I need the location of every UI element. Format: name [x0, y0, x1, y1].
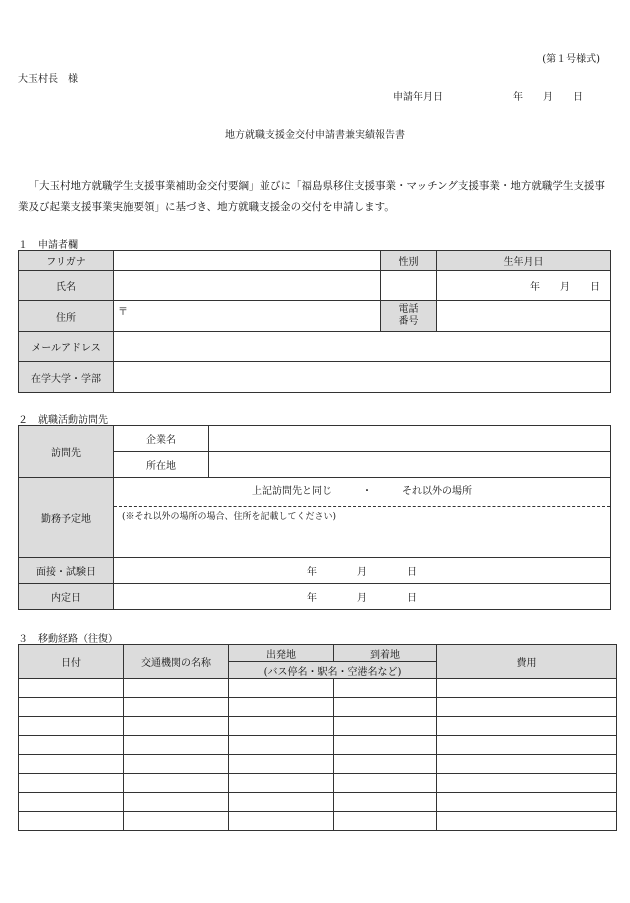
route-cell[interactable]	[334, 698, 437, 717]
cost-header: 費用	[437, 645, 617, 679]
route-cell[interactable]	[334, 793, 437, 812]
email-field[interactable]	[114, 332, 611, 362]
arrival-header: 到着地	[334, 645, 437, 662]
location-field[interactable]	[209, 452, 611, 478]
route-cell[interactable]	[437, 793, 617, 812]
workplace-note: (※それ以外の場所の場合、住所を記載してください)	[114, 506, 610, 557]
route-cell[interactable]	[19, 812, 124, 831]
workplace-field[interactable]	[114, 478, 611, 558]
phone-field[interactable]	[437, 301, 611, 332]
route-row	[19, 736, 617, 755]
route-cell[interactable]	[437, 812, 617, 831]
place-note: (バス停名・駅名・空港名など)	[229, 662, 437, 679]
route-cell[interactable]	[19, 774, 124, 793]
application-date: 申請年月日 年 月 日	[393, 92, 583, 103]
route-cell[interactable]	[437, 755, 617, 774]
email-label: メールアドレス	[19, 332, 114, 362]
furigana-label: フリガナ	[19, 251, 114, 271]
route-cell[interactable]	[437, 698, 617, 717]
interview-date-field[interactable]: 年 月 日	[114, 558, 611, 584]
offer-date-field[interactable]: 年 月 日	[114, 584, 611, 610]
address-field[interactable]	[114, 301, 381, 332]
interview-label: 面接・試験日	[19, 558, 114, 584]
route-cell[interactable]	[229, 812, 334, 831]
route-cell[interactable]	[334, 812, 437, 831]
workplace-label: 勤務予定地	[19, 478, 114, 558]
address-label: 住所	[19, 301, 114, 332]
route-cell[interactable]	[334, 736, 437, 755]
route-row	[19, 793, 617, 812]
route-cell[interactable]	[229, 698, 334, 717]
route-cell[interactable]	[124, 679, 229, 698]
birthdate-field[interactable]: 年 月 日	[437, 271, 611, 301]
page-title: 地方就職支援金交付申請書兼実績報告書	[225, 130, 405, 141]
route-row	[19, 812, 617, 831]
transport-header: 交通機関の名称	[124, 645, 229, 679]
addressee: 大玉村長 様	[18, 74, 78, 85]
company-field[interactable]	[209, 426, 611, 452]
section1-heading: １ 申請者欄	[18, 240, 78, 251]
route-cell[interactable]	[19, 717, 124, 736]
route-cell[interactable]	[19, 755, 124, 774]
route-table	[18, 644, 617, 831]
gender-label: 性別	[381, 251, 437, 271]
route-cell[interactable]	[124, 793, 229, 812]
route-cell[interactable]	[19, 698, 124, 717]
visit-table	[18, 425, 611, 610]
route-cell[interactable]	[124, 736, 229, 755]
route-row	[19, 717, 617, 736]
phone-label: 電話 番号	[381, 301, 437, 332]
route-cell[interactable]	[19, 793, 124, 812]
route-row	[19, 679, 617, 698]
form-number: (第１号様式)	[542, 54, 600, 65]
company-label: 企業名	[114, 426, 209, 452]
route-cell[interactable]	[229, 793, 334, 812]
route-cell[interactable]	[229, 755, 334, 774]
workplace-options[interactable]: 上記訪問先と同じ ・ それ以外の場所	[252, 486, 472, 497]
route-cell[interactable]	[19, 679, 124, 698]
route-cell[interactable]	[437, 736, 617, 755]
route-cell[interactable]	[437, 717, 617, 736]
route-cell[interactable]	[19, 736, 124, 755]
section2-heading: ２ 就職活動訪問先	[18, 415, 108, 426]
route-cell[interactable]	[124, 698, 229, 717]
gender-field[interactable]	[381, 271, 437, 301]
route-cell[interactable]	[334, 679, 437, 698]
route-cell[interactable]	[334, 755, 437, 774]
route-cell[interactable]	[437, 679, 617, 698]
route-cell[interactable]	[334, 774, 437, 793]
date-header: 日付	[19, 645, 124, 679]
furigana-field[interactable]	[114, 251, 381, 271]
route-cell[interactable]	[124, 755, 229, 774]
birthdate-label: 生年月日	[437, 251, 611, 271]
route-row	[19, 774, 617, 793]
route-row	[19, 755, 617, 774]
route-cell[interactable]	[229, 717, 334, 736]
name-field[interactable]	[114, 271, 381, 301]
name-label: 氏名	[19, 271, 114, 301]
applicant-table	[18, 250, 611, 393]
departure-header: 出発地	[229, 645, 334, 662]
section3-heading: ３ 移動経路（往復）	[18, 634, 118, 645]
university-field[interactable]	[114, 362, 611, 393]
route-cell[interactable]	[124, 717, 229, 736]
postal-mark: 〒	[118, 307, 128, 318]
route-cell[interactable]	[229, 736, 334, 755]
visit-dest-label: 訪問先	[19, 426, 114, 478]
university-label: 在学大学・学部	[19, 362, 114, 393]
intro-paragraph: 「大玉村地方就職学生支援事業補助金交付要綱」並びに「福島県移住支援事業・マッチング支援事業・地方就職学生支援事業及び起業支援事業実施要領」に基づき、地方就職支援金の交付を申請します。	[18, 180, 605, 213]
route-cell[interactable]	[124, 812, 229, 831]
route-cell[interactable]	[229, 679, 334, 698]
offer-label: 内定日	[19, 584, 114, 610]
route-cell[interactable]	[124, 774, 229, 793]
route-cell[interactable]	[437, 774, 617, 793]
route-cell[interactable]	[229, 774, 334, 793]
location-label: 所在地	[114, 452, 209, 478]
route-row	[19, 698, 617, 717]
route-cell[interactable]	[334, 717, 437, 736]
